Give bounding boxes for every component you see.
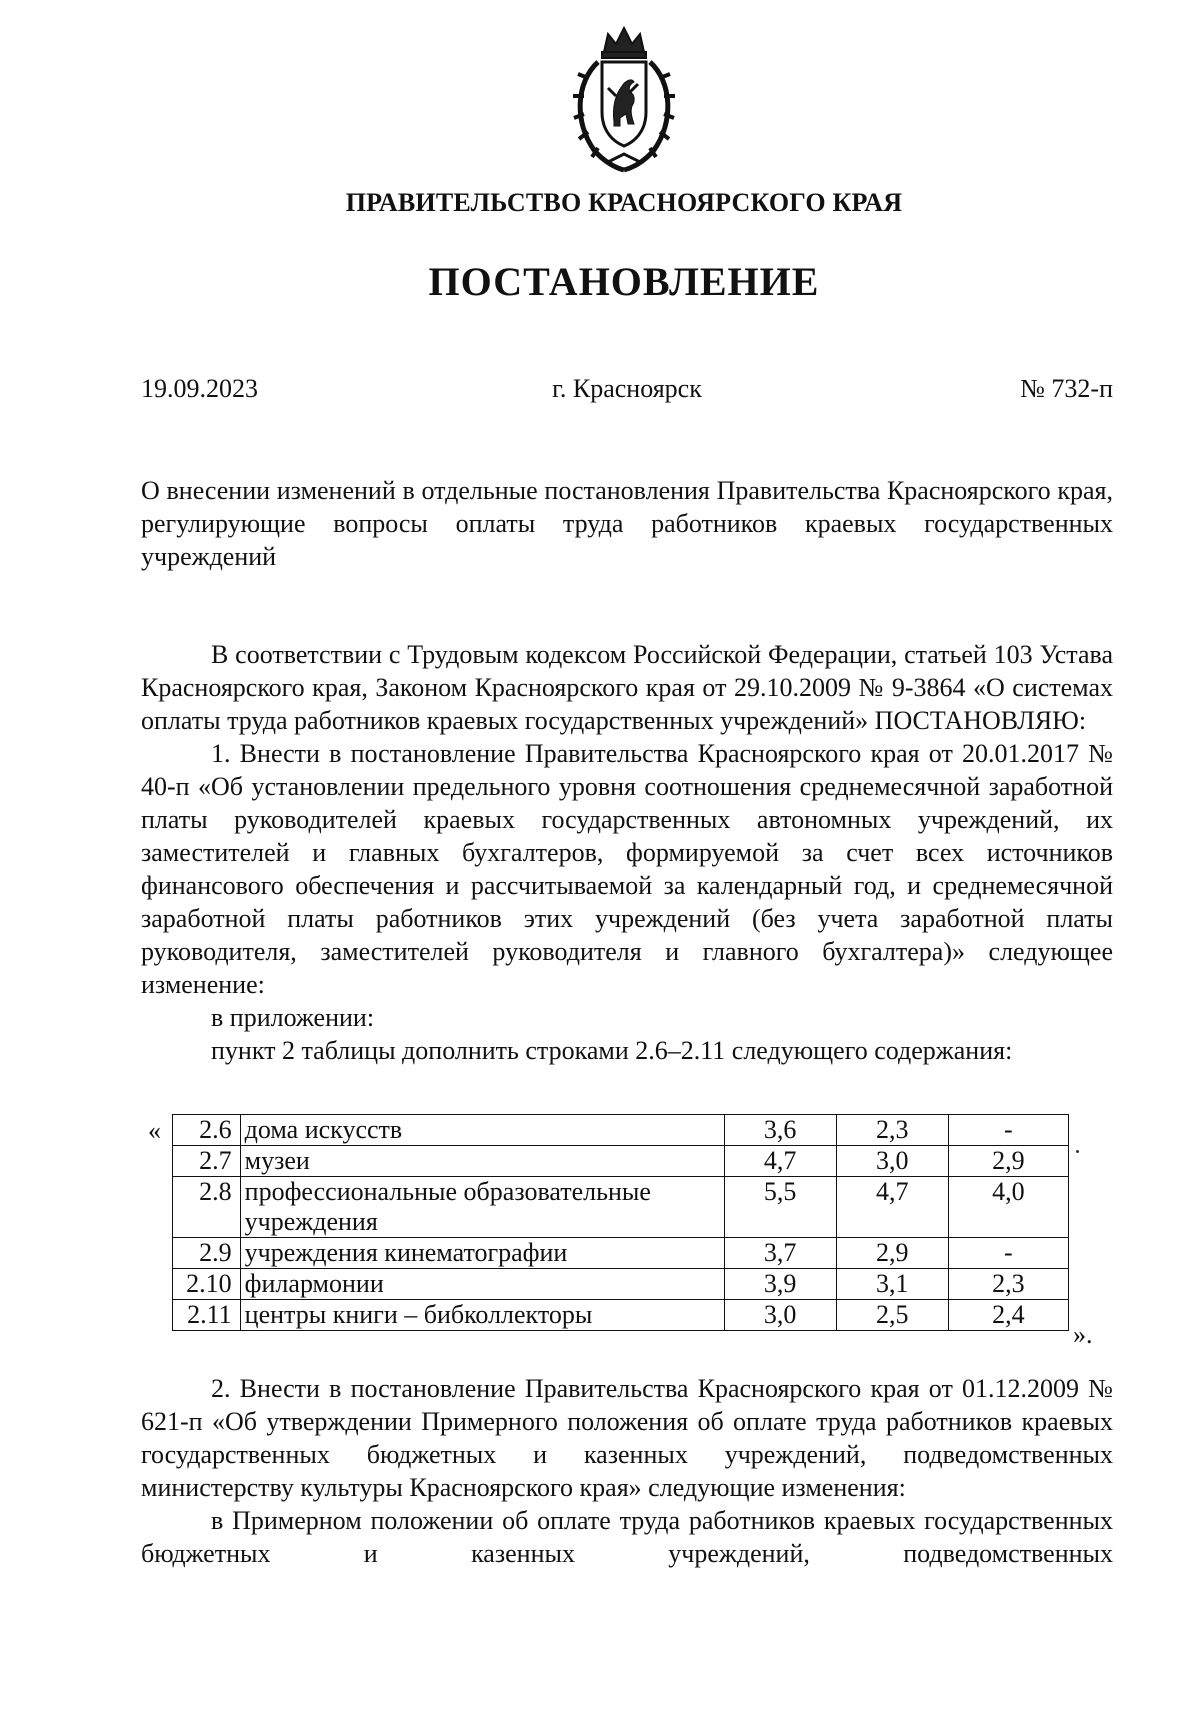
ratio-value: 4,7 <box>836 1177 948 1238</box>
subject-text: О внесении изменений в отдельные постановления Правительства Красноярского края, регулирующие вопросы оплаты труда работников краевых государственных учреждений <box>141 476 1113 571</box>
document-type-title: ПОСТАНОВЛЕНИЕ <box>428 259 820 304</box>
ratio-value: 2,5 <box>836 1300 948 1331</box>
government-title: ПРАВИТЕЛЬСТВО КРАСНОЯРСКОГО КРАЯ <box>345 188 903 217</box>
ratio-value: 2,3 <box>836 1115 948 1146</box>
document-body-part2 <box>141 1372 1113 1570</box>
document-subject <box>141 474 1113 573</box>
ratio-value: 3,7 <box>724 1238 836 1269</box>
document-city: г. Красноярск <box>552 374 702 403</box>
ratio-value: 3,0 <box>724 1300 836 1331</box>
row-number: 2.9 <box>173 1238 241 1269</box>
ratio-value: 2,3 <box>948 1269 1068 1300</box>
institution-type: учреждения кинематографии <box>240 1238 724 1269</box>
table-row <box>173 1269 1069 1300</box>
ratio-value: - <box>948 1238 1068 1269</box>
preamble-paragraph: В соответствии с Трудовым кодексом Российской Федерации, статьей 103 Устава Красноярского края, Законом Красноярского края от 29.10.2009 № 9-3864 «О системах оплаты труда работников краевых государственных учреждений» ПОСТАНОВЛЯЮ: <box>141 640 1113 735</box>
salary-ratio-table <box>172 1114 1069 1331</box>
table-row <box>173 1146 1069 1177</box>
ratio-value: 3,9 <box>724 1269 836 1300</box>
row-number: 2.8 <box>173 1177 241 1238</box>
row-number: 2.11 <box>173 1300 241 1331</box>
ratio-value: - <box>948 1115 1068 1146</box>
table-row <box>173 1300 1069 1331</box>
ratio-value: 4,7 <box>724 1146 836 1177</box>
ratio-value: 2,9 <box>948 1146 1068 1177</box>
table-quote-close: ». <box>1073 1320 1093 1349</box>
ratio-value: 3,1 <box>836 1269 948 1300</box>
table-row <box>173 1177 1069 1238</box>
institution-type: центры книги – бибколлекторы <box>240 1300 724 1331</box>
coat-of-arms-icon <box>568 22 680 174</box>
ratio-value: 4,0 <box>948 1177 1068 1238</box>
ratio-value: 3,0 <box>836 1146 948 1177</box>
institution-type: дома искусств <box>240 1115 724 1146</box>
document-body-part1 <box>141 638 1113 1067</box>
item-2-paragraph: 2. Внести в постановление Правительства Красноярского края от 01.12.2009 № 621-п «Об утверждении Примерного положения об оплате труда работников краевых государственных бюджетных и казенных учреждений, подведомственных министерству культуры Красноярского края» следующие изменения: <box>141 1374 1113 1502</box>
row-number: 2.10 <box>173 1269 241 1300</box>
document-number: № 732-п <box>1020 374 1113 403</box>
institution-type: профессиональные образовательные учреждения <box>240 1177 724 1238</box>
table-row <box>173 1115 1069 1146</box>
document-date: 19.09.2023 <box>141 374 258 403</box>
document-meta <box>141 374 1113 408</box>
ratio-value: 2,4 <box>948 1300 1068 1331</box>
institution-type: филармонии <box>240 1269 724 1300</box>
item-1-paragraph: 1. Внести в постановление Правительства Красноярского края от 20.01.2017 № 40-п «Об установлении предельного уровня соотношения среднемесячной заработной платы руководителей краевых государственных автономных учреждений, их заместителей и главных бухгалтеров, формируемой за счет всех источников финансового обеспечения и рассчитываемой за календарный год, и среднемесячной заработной платы работников этих учреждений (без учета заработной платы руководителя, заместителей руководителя и главного бухгалтера)» следующее изменение: <box>141 739 1113 999</box>
table-quote-open: « <box>148 1116 161 1145</box>
item-2-subparagraph: в Примерном положении об оплате труда работников краевых государственных бюджетных и казенных учреждений, подведомственных <box>141 1506 1113 1568</box>
table-row <box>173 1238 1069 1269</box>
ratio-value: 2,9 <box>836 1238 948 1269</box>
item-1-subparagraph: в приложении: <box>211 1003 375 1032</box>
row-number: 2.7 <box>173 1146 241 1177</box>
item-1-subparagraph: пункт 2 таблицы дополнить строками 2.6–2.11 следующего содержания: <box>211 1036 1013 1065</box>
ratio-value: 5,5 <box>724 1177 836 1238</box>
row-number: 2.6 <box>173 1115 241 1146</box>
institution-type: музеи <box>240 1146 724 1177</box>
scan-speck <box>1076 1150 1079 1153</box>
ratio-value: 3,6 <box>724 1115 836 1146</box>
